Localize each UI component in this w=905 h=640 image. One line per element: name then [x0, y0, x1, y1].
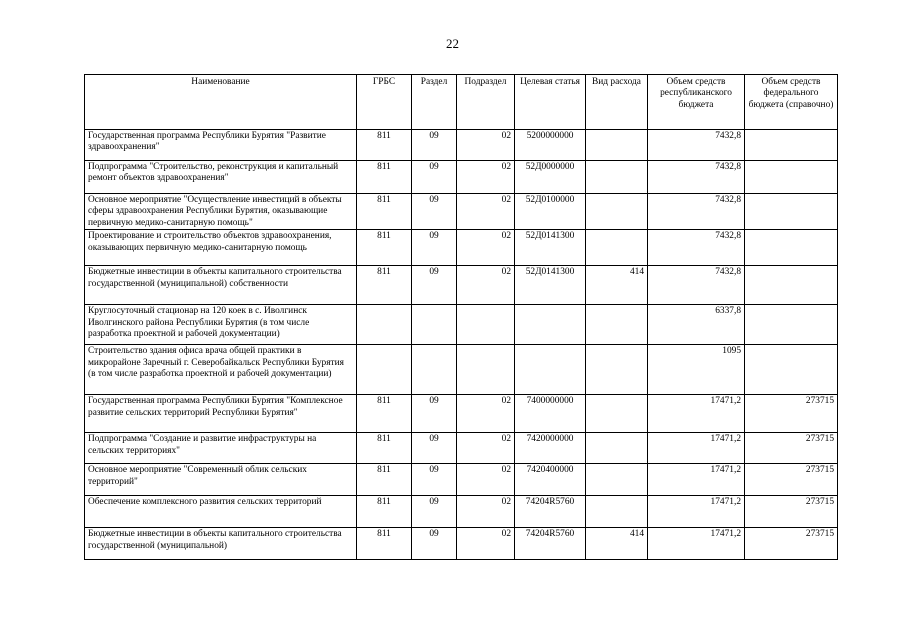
- table-row: [85, 230, 838, 266]
- cell-federal-budget: [745, 230, 838, 266]
- cell-razdel: 09: [412, 266, 457, 305]
- cell-name: Основное мероприятие "Осуществление инвестиций в объекты сферы здравоохранения Республики Бурятия, оказывающие первичную медико-санитарную помощь": [85, 194, 357, 230]
- cell-razdel: 09: [412, 496, 457, 528]
- cell-razdel: [412, 345, 457, 395]
- cell-expense-type: 414: [586, 266, 648, 305]
- table-row: [85, 528, 838, 560]
- cell-federal-budget: 273715: [745, 433, 838, 464]
- cell-republic-budget: 7432,8: [648, 161, 745, 194]
- cell-podrazdel: 02: [457, 464, 515, 496]
- cell-podrazdel: 02: [457, 130, 515, 161]
- cell-republic-budget: 17471,2: [648, 496, 745, 528]
- cell-name: Государственная программа Республики Бурятия "Комплексное развитие сельских территорий Республики Бурятия": [85, 395, 357, 433]
- cell-target-article: [515, 345, 586, 395]
- cell-podrazdel: 02: [457, 230, 515, 266]
- cell-expense-type: [586, 433, 648, 464]
- budget-table: [84, 74, 838, 560]
- cell-razdel: [412, 305, 457, 345]
- cell-expense-type: [586, 130, 648, 161]
- cell-podrazdel: 02: [457, 161, 515, 194]
- cell-target-article: 52Д0000000: [515, 161, 586, 194]
- cell-razdel: 09: [412, 464, 457, 496]
- cell-grbs: 811: [357, 433, 412, 464]
- header-republic-budget: Объем средств республиканского бюджета: [648, 75, 745, 130]
- cell-name: Обеспечение комплексного развития сельских территорий: [85, 496, 357, 528]
- table-row: [85, 194, 838, 230]
- cell-target-article: 52Д0100000: [515, 194, 586, 230]
- cell-name: Государственная программа Республики Бурятия "Развитие здравоохранения": [85, 130, 357, 161]
- cell-federal-budget: [745, 266, 838, 305]
- cell-podrazdel: 02: [457, 496, 515, 528]
- cell-federal-budget: 273715: [745, 496, 838, 528]
- cell-name: Проектирование и строительство объектов здравоохранения, оказывающих первичную медико-санитарную помощь: [85, 230, 357, 266]
- cell-federal-budget: 273715: [745, 464, 838, 496]
- cell-name: Подпрограмма "Строительство, реконструкция и капитальный ремонт объектов здравоохранения": [85, 161, 357, 194]
- cell-razdel: 09: [412, 433, 457, 464]
- cell-razdel: 09: [412, 395, 457, 433]
- header-target-article: Целевая статья: [515, 75, 586, 130]
- cell-razdel: 09: [412, 161, 457, 194]
- cell-grbs: [357, 305, 412, 345]
- cell-name: Основное мероприятие "Современный облик сельских территорий": [85, 464, 357, 496]
- table-row: [85, 496, 838, 528]
- header-name: Наименование: [85, 75, 357, 130]
- cell-grbs: 811: [357, 496, 412, 528]
- header-expense-type: Вид расхода: [586, 75, 648, 130]
- cell-razdel: 09: [412, 194, 457, 230]
- cell-federal-budget: [745, 161, 838, 194]
- cell-target-article: 52Д0141300: [515, 266, 586, 305]
- cell-target-article: 7420000000: [515, 433, 586, 464]
- cell-target-article: [515, 305, 586, 345]
- cell-expense-type: [586, 395, 648, 433]
- cell-name: Бюджетные инвестиции в объекты капитального строительства государственной (муниципальной): [85, 528, 357, 560]
- table-row: [85, 305, 838, 345]
- cell-grbs: 811: [357, 266, 412, 305]
- cell-federal-budget: [745, 305, 838, 345]
- cell-podrazdel: 02: [457, 528, 515, 560]
- cell-expense-type: [586, 305, 648, 345]
- page-number: 22: [446, 36, 459, 51]
- cell-expense-type: [586, 496, 648, 528]
- cell-podrazdel: [457, 305, 515, 345]
- cell-expense-type: [586, 161, 648, 194]
- cell-republic-budget: 7432,8: [648, 194, 745, 230]
- table-row: [85, 345, 838, 395]
- cell-grbs: 811: [357, 194, 412, 230]
- cell-target-article: 7420400000: [515, 464, 586, 496]
- cell-name: Бюджетные инвестиции в объекты капитального строительства государственной (муниципальной) собственности: [85, 266, 357, 305]
- table-row: [85, 161, 838, 194]
- cell-grbs: 811: [357, 528, 412, 560]
- cell-expense-type: [586, 345, 648, 395]
- cell-target-article: 5200000000: [515, 130, 586, 161]
- header-razdel: Раздел: [412, 75, 457, 130]
- cell-expense-type: [586, 194, 648, 230]
- table-row: [85, 130, 838, 161]
- header-podrazdel: Подраздел: [457, 75, 515, 130]
- header-row: [85, 75, 838, 130]
- cell-podrazdel: 02: [457, 194, 515, 230]
- cell-podrazdel: 02: [457, 266, 515, 305]
- cell-target-article: 7400000000: [515, 395, 586, 433]
- cell-grbs: 811: [357, 395, 412, 433]
- cell-razdel: 09: [412, 528, 457, 560]
- table-row: [85, 433, 838, 464]
- cell-republic-budget: 7432,8: [648, 130, 745, 161]
- cell-podrazdel: 02: [457, 395, 515, 433]
- cell-republic-budget: 6337,8: [648, 305, 745, 345]
- cell-federal-budget: 273715: [745, 395, 838, 433]
- cell-republic-budget: 17471,2: [648, 433, 745, 464]
- cell-federal-budget: [745, 194, 838, 230]
- cell-name: Строительство здания офиса врача общей практики в микрорайоне Заречный г. Северобайкальск Республики Бурятия (в том числе разработка проектной и рабочей документации): [85, 345, 357, 395]
- cell-federal-budget: 273715: [745, 528, 838, 560]
- cell-target-article: 74204R5760: [515, 528, 586, 560]
- table-row: [85, 464, 838, 496]
- cell-republic-budget: 7432,8: [648, 266, 745, 305]
- cell-grbs: 811: [357, 230, 412, 266]
- cell-republic-budget: 7432,8: [648, 230, 745, 266]
- cell-target-article: 52Д0141300: [515, 230, 586, 266]
- cell-podrazdel: 02: [457, 433, 515, 464]
- table-row: [85, 266, 838, 305]
- cell-grbs: 811: [357, 130, 412, 161]
- cell-razdel: 09: [412, 230, 457, 266]
- table-row: [85, 395, 838, 433]
- cell-republic-budget: 17471,2: [648, 395, 745, 433]
- cell-expense-type: [586, 464, 648, 496]
- table-body: [85, 130, 838, 560]
- header-federal-budget: Объем средств федерального бюджета (справочно): [745, 75, 838, 130]
- cell-grbs: 811: [357, 161, 412, 194]
- cell-republic-budget: 17471,2: [648, 464, 745, 496]
- cell-expense-type: 414: [586, 528, 648, 560]
- cell-grbs: [357, 345, 412, 395]
- cell-expense-type: [586, 230, 648, 266]
- table-header: [85, 75, 838, 130]
- cell-razdel: 09: [412, 130, 457, 161]
- cell-grbs: 811: [357, 464, 412, 496]
- cell-name: Подпрограмма "Создание и развитие инфраструктуры на сельских территориях": [85, 433, 357, 464]
- header-grbs: ГРБС: [357, 75, 412, 130]
- cell-target-article: 74204R5760: [515, 496, 586, 528]
- cell-federal-budget: [745, 130, 838, 161]
- cell-name: Круглосуточный стационар на 120 коек в с. Иволгинск Иволгинского района Республики Бурятия (в том числе разработка проектной и рабочей документации): [85, 305, 357, 345]
- cell-podrazdel: [457, 345, 515, 395]
- cell-republic-budget: 17471,2: [648, 528, 745, 560]
- cell-federal-budget: [745, 345, 838, 395]
- cell-republic-budget: 1095: [648, 345, 745, 395]
